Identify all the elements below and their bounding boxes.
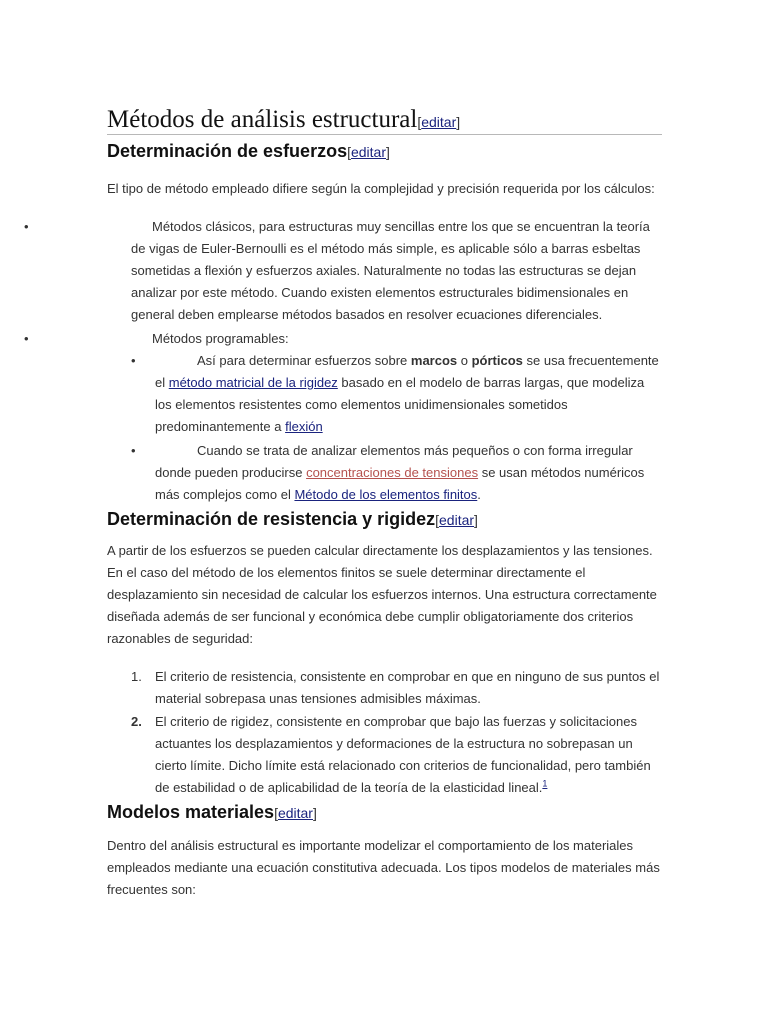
bullet-icon: • <box>24 219 29 234</box>
section-heading-text: Modelos materiales <box>107 802 275 822</box>
link-metodo-matricial[interactable]: método matricial de la rigidez <box>168 375 338 390</box>
text: o <box>457 353 472 368</box>
list-number: 1. <box>131 669 142 684</box>
edit-link[interactable]: editar <box>421 114 457 130</box>
bullet-icon: • <box>131 353 136 368</box>
section-heading-text: Determinación de esfuerzos <box>107 141 348 161</box>
paragraph: A partir de los esfuerzos se pueden calcular directamente los desplazamientos y las tensiones. En el caso del método de los elementos finitos se suele determinar directamente el desplazamiento sin necesidad de calcular los esfuerzos internos. Una estructura correctamente diseñada además de ser funcional y económica debe cumplir obligatoriamente dos criterios razonables de seguridad: <box>107 543 657 646</box>
link-flexion[interactable]: flexión <box>285 419 323 434</box>
section-heading-esfuerzos <box>107 139 662 164</box>
text: se usan métodos numéricos más complejos como el <box>155 465 645 502</box>
bold-text: pórticos <box>471 353 523 368</box>
section-heading-text: Determinación de resistencia y rigidez <box>107 509 436 529</box>
paragraph: El tipo de método empleado difiere según la complejidad y precisión requerida por los cálculos: <box>107 181 655 196</box>
text: Así para determinar esfuerzos sobre <box>197 353 411 368</box>
edit-link[interactable]: editar <box>350 144 386 160</box>
list-item <box>131 350 662 438</box>
list-item <box>24 216 662 326</box>
section-heading-resistencia <box>107 507 662 532</box>
list-item <box>24 328 662 350</box>
section-edit: [editar] <box>347 144 390 160</box>
text: Cuando se trata de analizar elementos más pequeños o con forma irregular donde pueden producirse <box>155 443 633 480</box>
edit-link[interactable]: editar <box>439 512 475 528</box>
section-heading-modelos <box>107 800 662 825</box>
title-edit: [editar] <box>417 114 461 130</box>
link-elementos-finitos[interactable]: Método de los elementos finitos <box>294 487 478 502</box>
text: se usa frecuentemente el <box>155 353 659 390</box>
bullet-icon: • <box>24 331 29 346</box>
bold-text: marcos <box>410 353 458 368</box>
list-item-text: El criterio de rigidez, consistente en comprobar que bajo las fuerzas y solicitaciones actuantes los desplazamientos y deformaciones de la estructura no sobrepasan un cierto límite. Dicho límite está relacionado con criterios de funcionalidad, pero también de estabilidad o de aplicabilidad de la teoría de la elasticidad lineal. <box>155 714 651 795</box>
page-title <box>107 106 662 135</box>
list-item-text: Métodos programables: <box>152 331 289 346</box>
reference-link[interactable]: 1 <box>542 778 548 789</box>
list-item-text: Métodos clásicos, para estructuras muy sencillas entre los que se encuentran la teoría de vigas de Euler-Bernoulli es el método más simple, es aplicable sólo a barras esbeltas sometidas a flexión y esfuerzos axiales. Naturalmente no todas las estructuras se dejan analizar por este método. Cuando existen elementos estructurales bidimensionales en general deben emplearse métodos basados en resolver ecuaciones diferenciales. <box>131 219 650 322</box>
paragraph: Dentro del análisis estructural es importante modelizar el comportamiento de los materiales empleados mediante una ecuación constitutiva adecuada. Los tipos modelos de materiales más frecuentes son: <box>107 838 660 897</box>
section-edit: [editar] <box>274 805 317 821</box>
text: . <box>477 487 481 502</box>
page-title-text: Métodos de análisis estructural <box>107 106 418 133</box>
link-concentraciones[interactable]: concentraciones de tensiones <box>306 465 479 480</box>
list-item <box>131 440 662 506</box>
list-item-text: El criterio de resistencia, consistente en comprobar en que en ninguno de sus puntos el material sobrepasa unas tensiones admisibles máximas. <box>155 669 660 706</box>
edit-link[interactable]: editar <box>277 805 313 821</box>
section-edit: [editar] <box>435 512 478 528</box>
list-item <box>131 666 662 710</box>
text: basado en el modelo de barras largas, que modeliza los elementos resistentes como elementos unidimensionales sometidos predominantemente a <box>155 375 645 434</box>
bullet-icon: • <box>131 443 136 458</box>
article <box>24 106 662 901</box>
list-item <box>131 711 662 799</box>
list-number: 2. <box>131 714 142 729</box>
